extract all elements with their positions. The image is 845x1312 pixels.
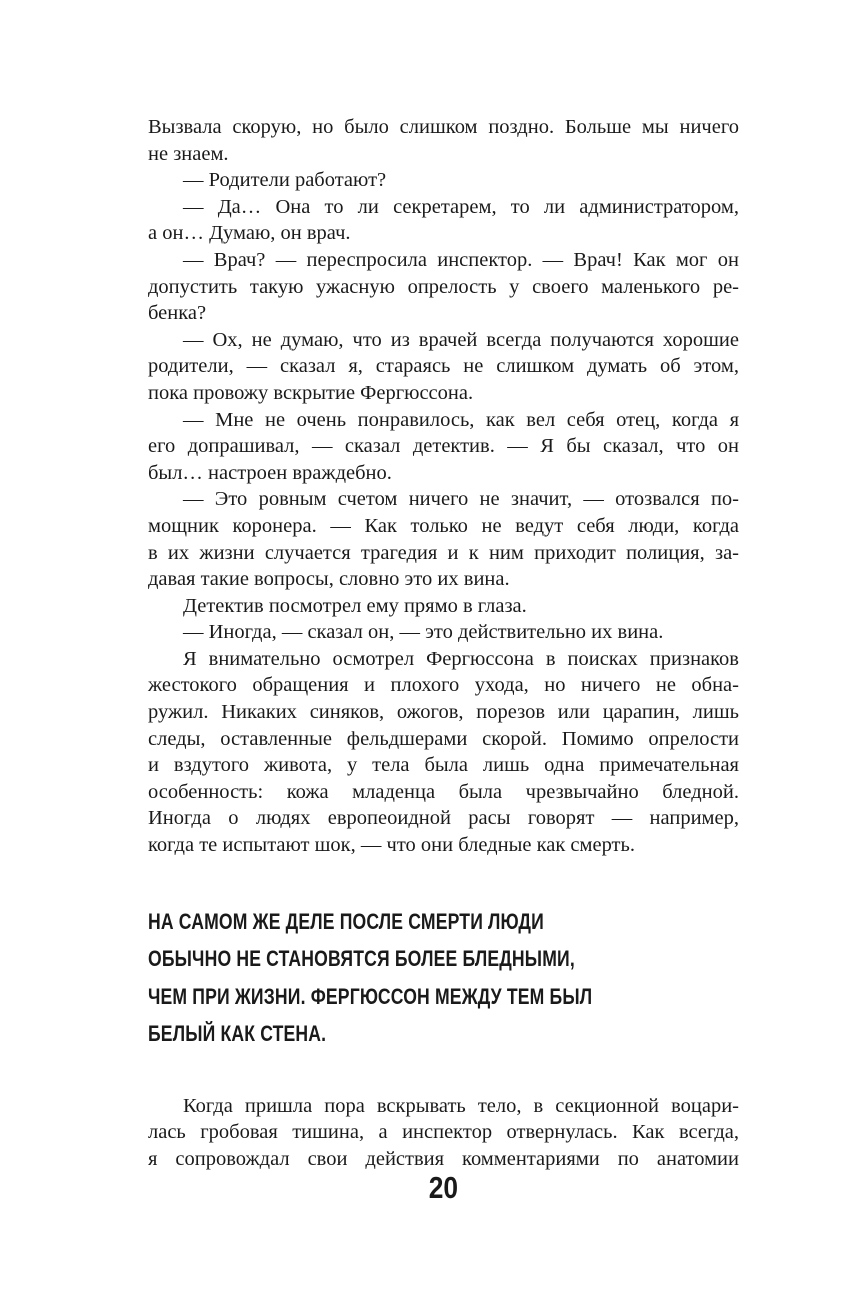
book-page [148, 114, 739, 1172]
pull-quote-line: НА САМОМ ЖЕ ДЕЛЕ ПОСЛЕ СМЕРТИ ЛЮДИ [148, 908, 544, 934]
text-line: лась гробовая тишина, а инспектор отвернулась. Как всегда, [148, 1121, 739, 1144]
body-text-bottom [148, 1093, 739, 1173]
text-line: его допрашивал, — сказал детектив. — Я бы сказал, что он [148, 435, 739, 458]
page-number: 20 [428, 1170, 459, 1205]
text-line: Я внимательно осмотрел Фергюссона в поисках признаков [183, 647, 739, 670]
text-line: я сопровождал свои действия комментариями по анатомии [148, 1147, 739, 1170]
text-line: жестокого обращения и плохого ухода, но ничего не обна- [148, 674, 739, 697]
text-line: — Родители работают? [183, 169, 387, 192]
text-line: допустить такую ужасную опрелость у своего маленького ре- [148, 275, 739, 298]
text-line: — Врач? — переспросила инспектор. — Врач! Как мог он [183, 248, 739, 271]
text-line: был… настроен враждебно. [148, 461, 392, 484]
body-text-top [148, 114, 739, 859]
text-line: когда те испытают шок, — что они бледные как смерть. [148, 834, 635, 857]
text-line: Когда пришла пора вскрывать тело, в секционной воцари- [183, 1094, 739, 1117]
pull-quote-line: БЕЛЫЙ КАК СТЕНА. [148, 1021, 327, 1047]
text-line: ружил. Никаких синяков, ожогов, порезов или царапин, лишь [148, 701, 739, 724]
text-line: давая такие вопросы, словно это их вина. [148, 568, 510, 591]
text-line: родители, — сказал я, стараясь не слишком думать об этом, [148, 355, 739, 378]
text-line: — Ох, не думаю, что из врачей всегда получаются хорошие [183, 328, 739, 351]
pull-quote-line: ОБЫЧНО НЕ СТАНОВЯТСЯ БОЛЕЕ БЛЕДНЫМИ, [148, 946, 575, 972]
text-line: не знаем. [148, 142, 229, 165]
text-line: следы, оставленные фельдшерами скорой. Помимо опрелости [148, 727, 739, 750]
text-line: — Да… Она то ли секретарем, то ли администратором, [183, 195, 739, 218]
text-line: мощник коронера. — Как только не ведут себя люди, когда [148, 514, 739, 537]
text-line: а он… Думаю, он врач. [148, 222, 351, 245]
text-line: особенность: кожа младенца была чрезвычайно бледной. [148, 780, 739, 803]
text-line: — Это ровным счетом ничего не значит, — отозвался по- [183, 488, 739, 511]
text-line: Детектив посмотрел ему прямо в глаза. [183, 594, 527, 617]
text-line: бенка? [148, 302, 207, 325]
pull-quote-line: ЧЕМ ПРИ ЖИЗНИ. ФЕРГЮССОН МЕЖДУ ТЕМ БЫЛ [148, 983, 593, 1009]
text-line: в их жизни случается трагедия и к ним приходит полиция, за- [148, 541, 739, 564]
text-line: Вызвала скорую, но было слишком поздно. Больше мы ничего [148, 116, 739, 138]
text-line: — Иногда, — сказал он, — это действительно их вина. [183, 621, 664, 644]
pull-quote [148, 903, 739, 1053]
text-line: Иногда о людях европеоидной расы говорят — например, [148, 807, 739, 830]
text-line: — Мне не очень понравилось, как вел себя отец, когда я [183, 408, 739, 431]
text-line: и вздутого живота, у тела была лишь одна примечательная [148, 754, 739, 777]
text-line: пока провожу вскрытие Фергюссона. [148, 381, 474, 404]
